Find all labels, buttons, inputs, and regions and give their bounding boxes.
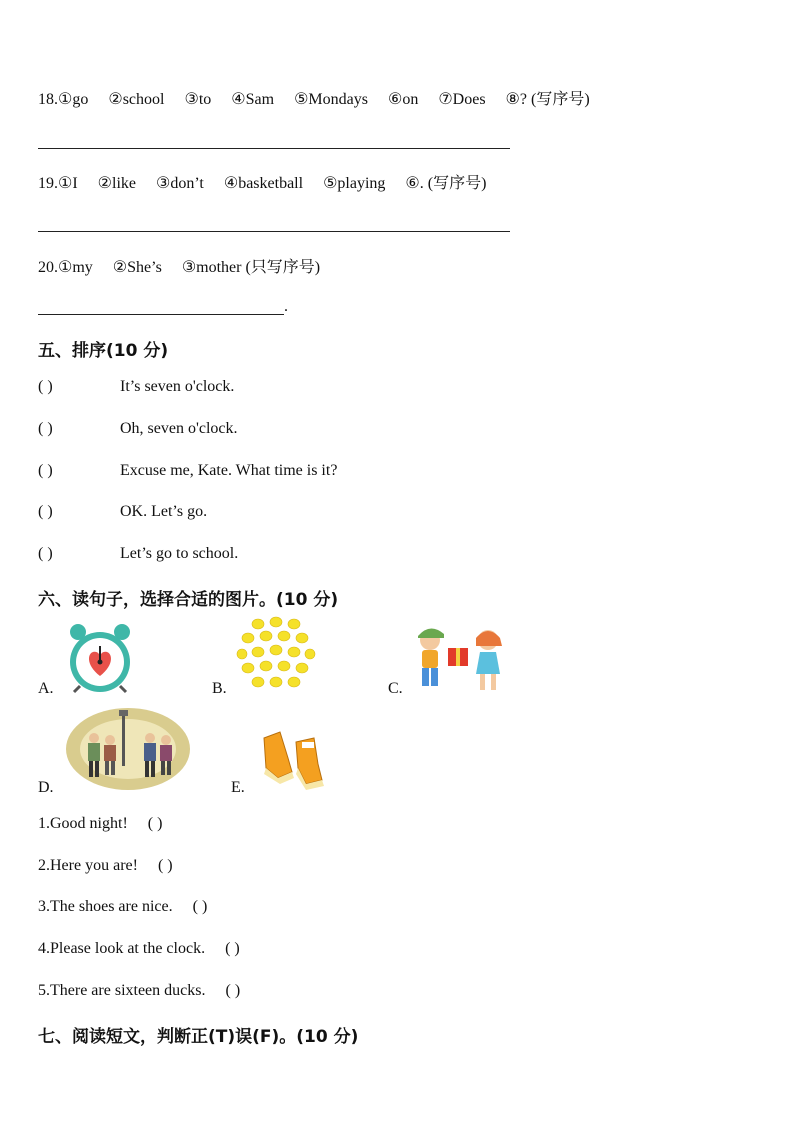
- question-20: [38, 254, 320, 277]
- word-option: ②like: [97, 175, 137, 192]
- order-row-text: Let’s go to school.: [120, 545, 239, 562]
- sentence-text: 3.The shoes are nice.: [38, 898, 173, 915]
- word-option: ③don’t: [156, 175, 204, 192]
- section-5-title: 五、排序(10 分): [38, 341, 169, 361]
- answer-line-18[interactable]: [38, 148, 510, 149]
- sentence-answer-paren[interactable]: ( ): [157, 857, 173, 874]
- option-d-label: D.: [38, 779, 54, 796]
- clock-picture: [64, 622, 136, 694]
- sentence-row: [38, 815, 162, 833]
- order-row-text: Oh, seven o'clock.: [120, 420, 238, 437]
- sentence-row: [38, 982, 240, 1000]
- section-7-title: 七、阅读短文，判断正(T)误(F)。(10 分): [38, 1027, 359, 1047]
- order-answer-paren[interactable]: ( ): [38, 462, 53, 479]
- order-row: [38, 378, 234, 396]
- word-option: ③mother (只写序号): [181, 259, 321, 276]
- sentence-answer-paren[interactable]: ( ): [147, 815, 163, 832]
- option-b-label: B.: [212, 680, 227, 697]
- order-row: [38, 420, 238, 438]
- word-option: ④basketball: [223, 175, 304, 192]
- shoes-picture: [258, 728, 326, 792]
- word-option: ①I: [58, 175, 78, 192]
- word-option: ⑧? (写序号): [505, 91, 590, 108]
- sentence-row: [38, 940, 240, 958]
- section-6-title: 六、读句子，选择合适的图片。(10 分): [38, 590, 339, 610]
- order-answer-paren[interactable]: ( ): [38, 420, 53, 437]
- option-a-label: A.: [38, 680, 54, 697]
- word-option: ⑤Mondays: [294, 91, 368, 108]
- word-option: ①my: [58, 259, 93, 276]
- ducks-picture: [236, 614, 316, 694]
- word-option: ⑥on: [387, 91, 419, 108]
- order-row: [38, 462, 337, 480]
- word-option: ②school: [108, 91, 165, 108]
- order-answer-paren[interactable]: ( ): [38, 503, 53, 520]
- question-19-label: 19.: [38, 175, 58, 192]
- answer-line-19[interactable]: [38, 231, 510, 232]
- order-answer-paren[interactable]: ( ): [38, 378, 53, 395]
- sentence-row: [38, 898, 207, 916]
- word-option: ⑤playing: [323, 175, 386, 192]
- option-e-label: E.: [231, 779, 245, 796]
- option-c-label: C.: [388, 680, 403, 697]
- sentence-answer-paren[interactable]: ( ): [225, 982, 241, 999]
- sentence-text: 2.Here you are!: [38, 857, 138, 874]
- order-row: [38, 545, 238, 563]
- answer-line-20[interactable]: [38, 314, 284, 315]
- question-20-label: 20.: [38, 259, 58, 276]
- sentence-row: [38, 857, 173, 875]
- question-18-label: 18.: [38, 91, 58, 108]
- word-option: ②She’s: [112, 259, 162, 276]
- question-18: [38, 86, 590, 109]
- order-row: [38, 503, 207, 521]
- sentence-text: 1.Good night!: [38, 815, 128, 832]
- order-row-text: Excuse me, Kate. What time is it?: [120, 462, 338, 479]
- order-row-text: It’s seven o'clock.: [120, 378, 235, 395]
- sentence-answer-paren[interactable]: ( ): [225, 940, 240, 957]
- answer-line-20-period: .: [284, 298, 288, 315]
- question-19: [38, 170, 486, 193]
- word-option: ①go: [58, 91, 89, 108]
- kids-gift-picture: [410, 624, 518, 696]
- order-answer-paren[interactable]: ( ): [38, 545, 53, 562]
- word-option: ④Sam: [231, 91, 275, 108]
- word-option: ⑥. (写序号): [405, 175, 487, 192]
- sentence-text: 5.There are sixteen ducks.: [38, 982, 206, 999]
- people-walking-picture: [66, 708, 190, 790]
- word-option: ③to: [184, 91, 212, 108]
- sentence-text: 4.Please look at the clock.: [38, 940, 206, 957]
- word-option: ⑦Does: [438, 91, 486, 108]
- order-row-text: OK. Let’s go.: [120, 503, 208, 520]
- sentence-answer-paren[interactable]: ( ): [192, 898, 208, 915]
